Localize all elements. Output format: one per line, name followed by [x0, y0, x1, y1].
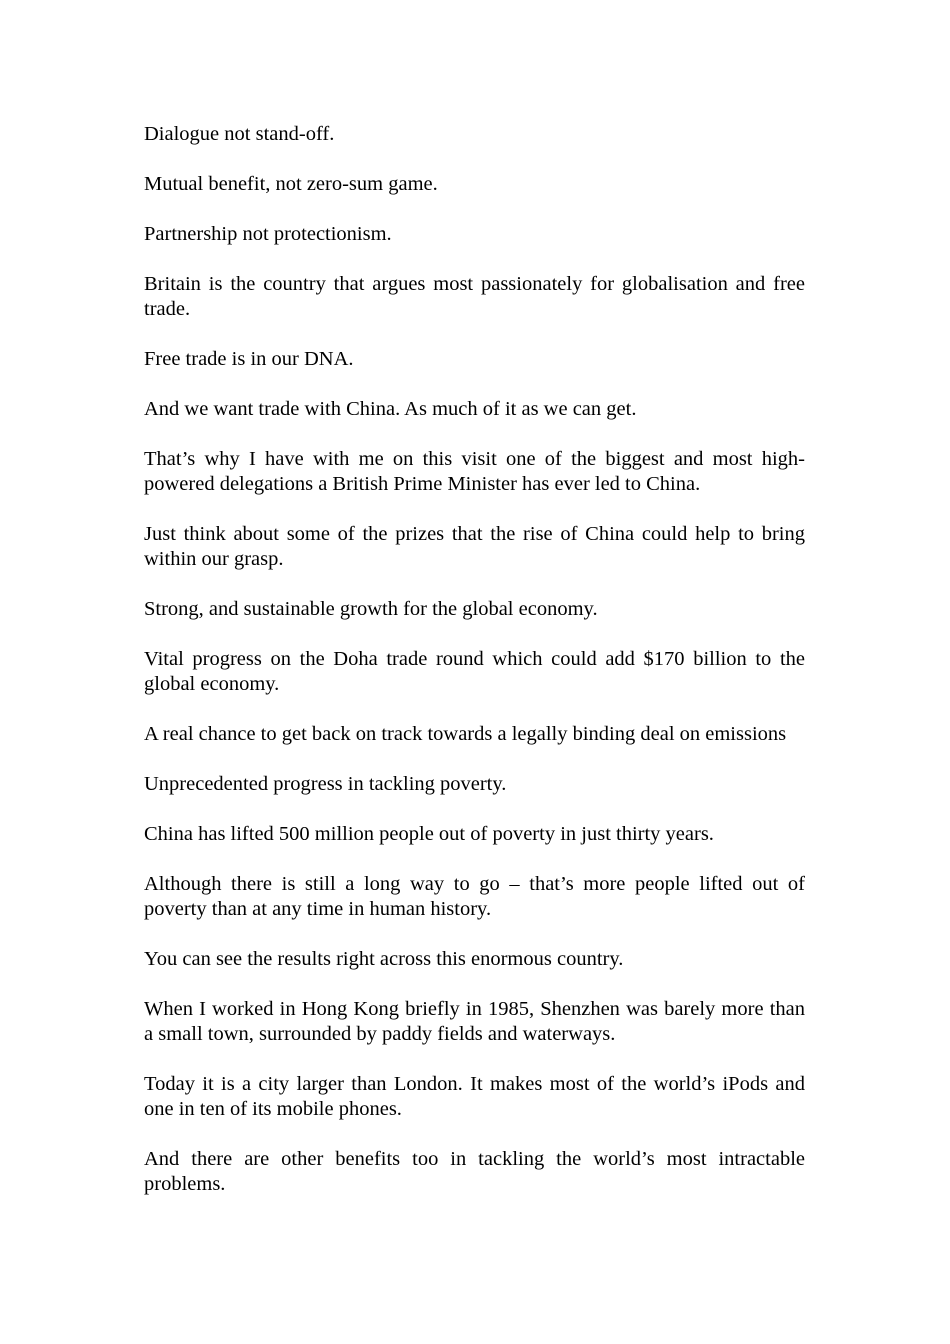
- paragraph: And we want trade with China. As much of it as we can get.: [144, 398, 637, 420]
- paragraph: Strong, and sustainable growth for the global economy.: [144, 598, 598, 620]
- paragraph: You can see the results right across this enormous country.: [144, 948, 624, 970]
- paragraph: Just think about some of the prizes that the rise of China could help to bring within our grasp.: [144, 523, 805, 570]
- paragraph: Partnership not protectionism.: [144, 223, 392, 245]
- paragraph: And there are other benefits too in tackling the world’s most intractable problems.: [144, 1148, 805, 1195]
- document-body: [144, 122, 805, 1222]
- paragraph: That’s why I have with me on this visit one of the biggest and most high-powered delegations a British Prime Minister has ever led to China.: [144, 448, 805, 495]
- paragraph: China has lifted 500 million people out of poverty in just thirty years.: [144, 823, 714, 845]
- paragraph: Dialogue not stand-off.: [144, 123, 335, 145]
- paragraph: Today it is a city larger than London. It makes most of the world’s iPods and one in ten of its mobile phones.: [144, 1073, 805, 1120]
- paragraph: A real chance to get back on track towards a legally binding deal on emissions: [144, 723, 787, 745]
- paragraph: Vital progress on the Doha trade round which could add $170 billion to the global economy.: [144, 648, 805, 695]
- paragraph: Britain is the country that argues most passionately for globalisation and free trade.: [144, 273, 805, 320]
- paragraph: Free trade is in our DNA.: [144, 348, 354, 370]
- paragraph: When I worked in Hong Kong briefly in 1985, Shenzhen was barely more than a small town, surrounded by paddy fields and waterways.: [144, 998, 805, 1045]
- paragraph: Unprecedented progress in tackling poverty.: [144, 773, 507, 795]
- paragraph: Mutual benefit, not zero-sum game.: [144, 173, 438, 195]
- paragraph: Although there is still a long way to go – that’s more people lifted out of poverty than at any time in human history.: [144, 873, 805, 920]
